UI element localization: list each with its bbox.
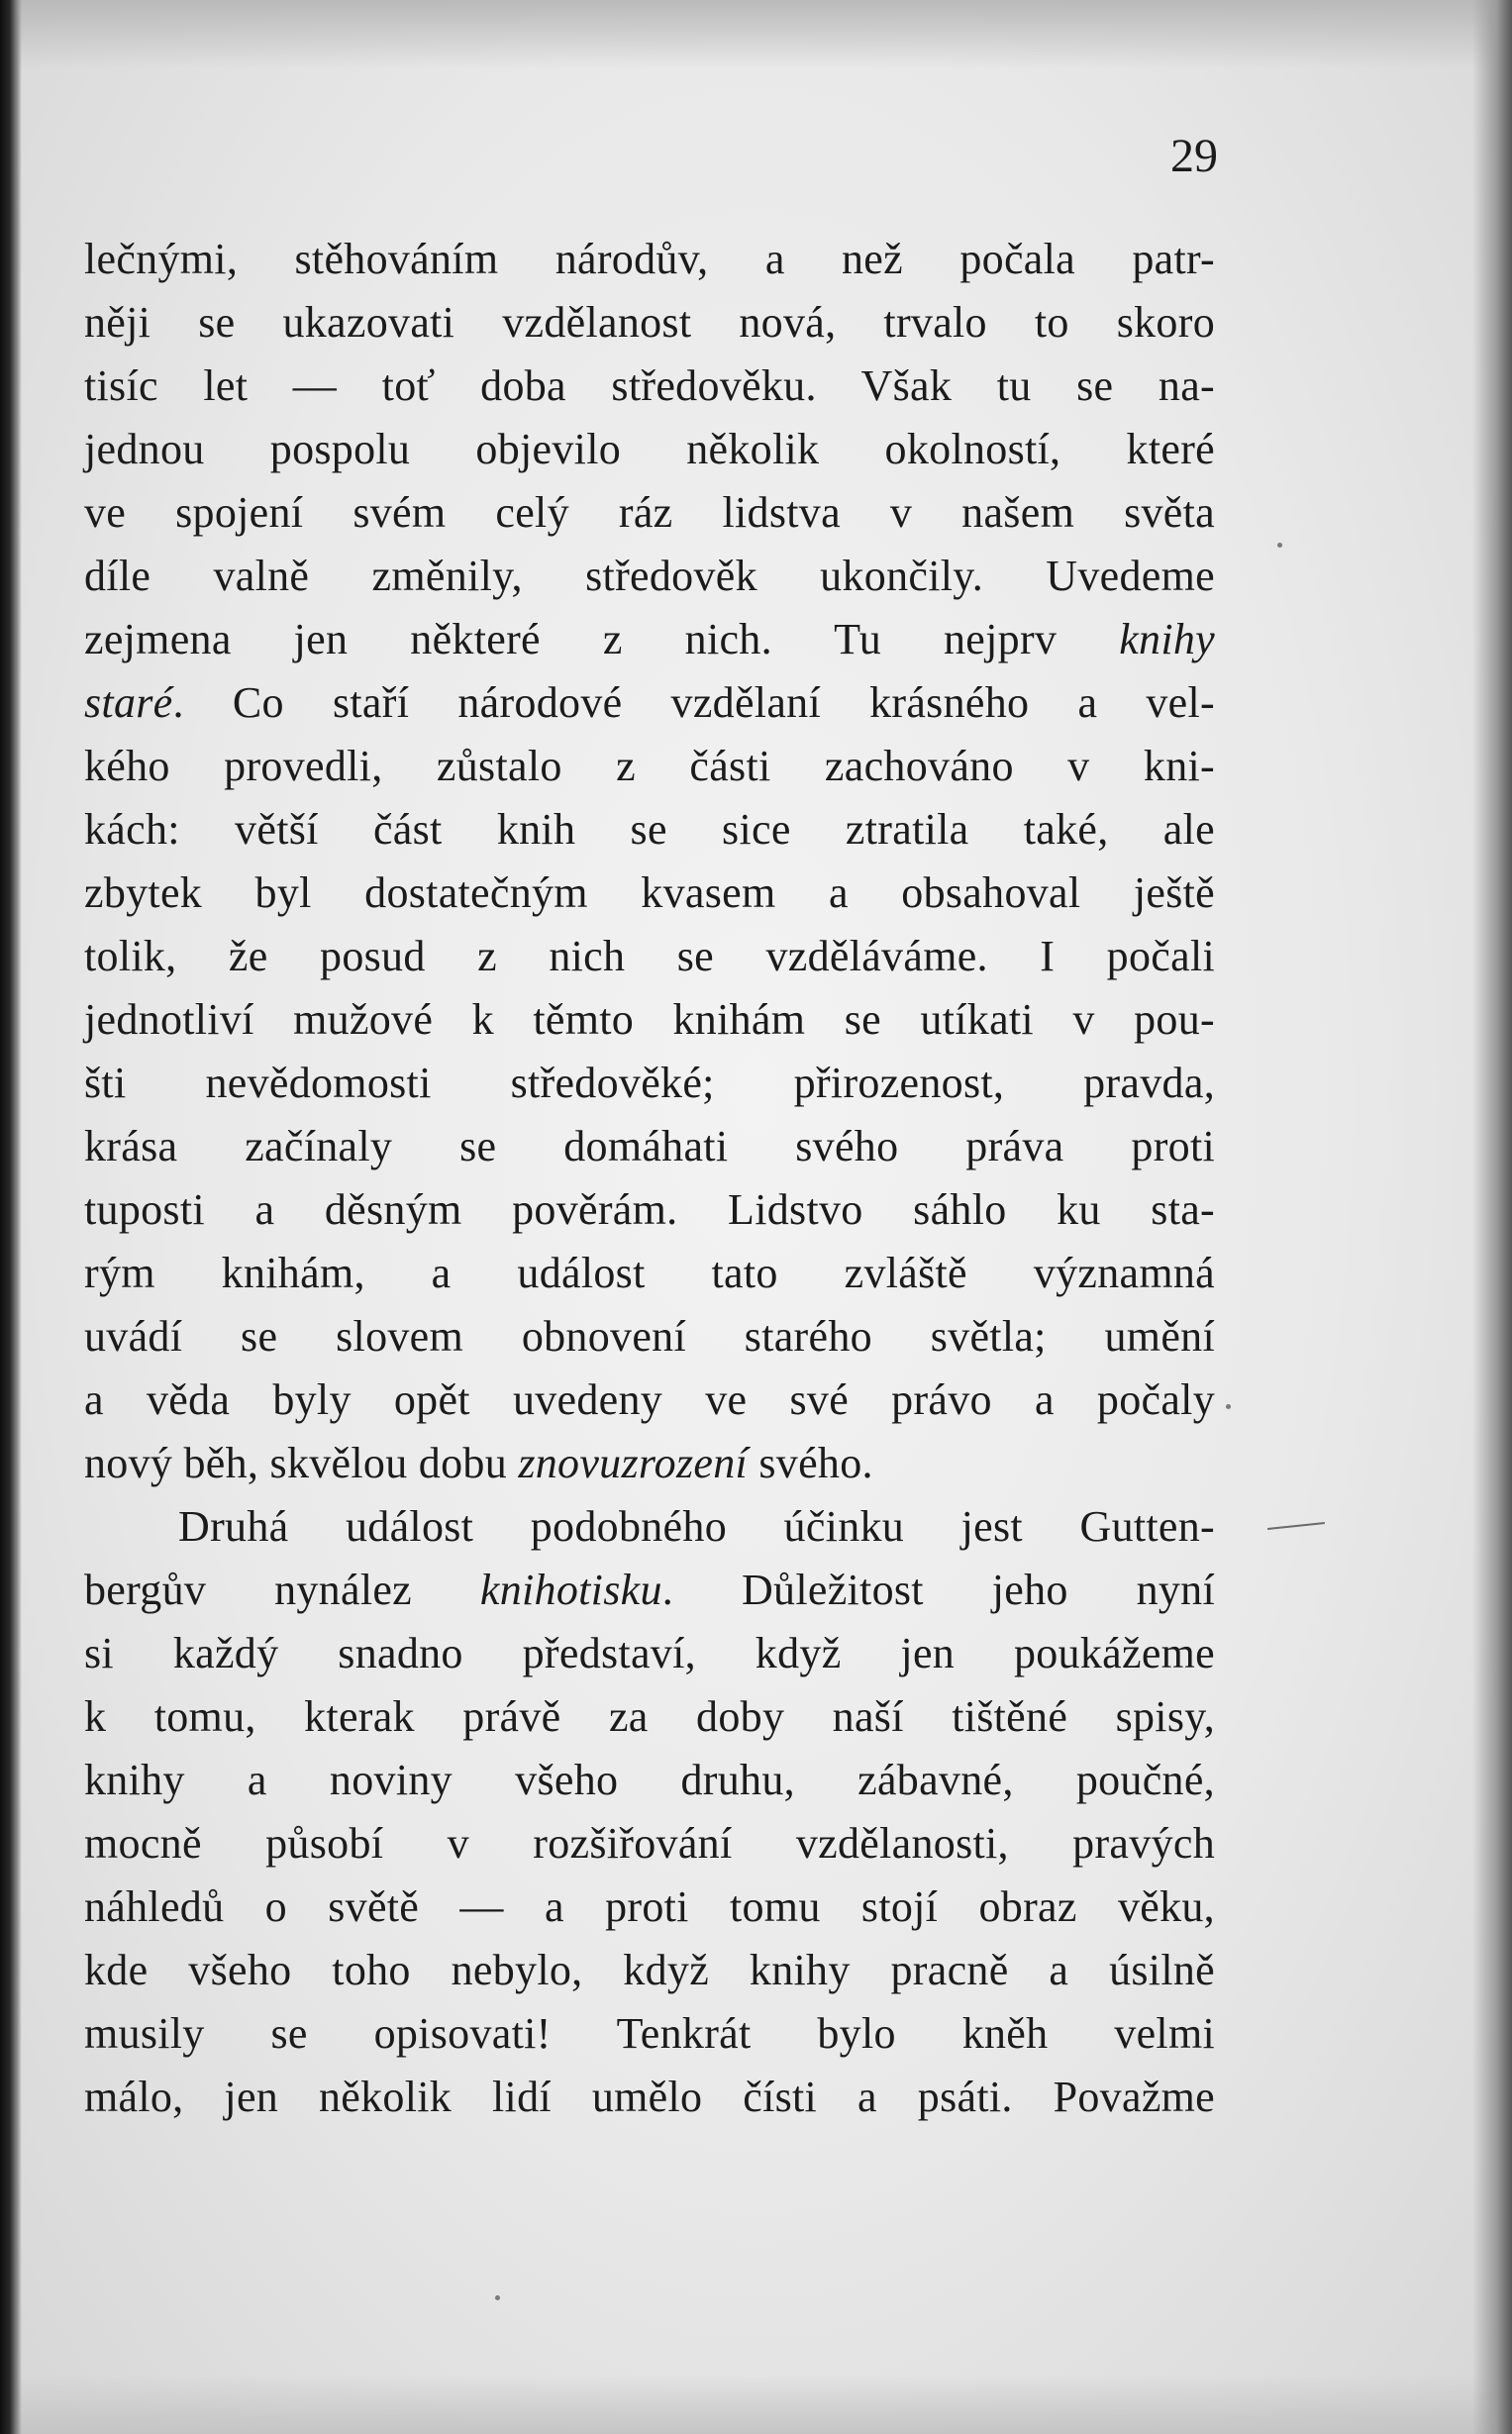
margin-speck [1277, 543, 1282, 548]
page-bottom-shadow [0, 2375, 1512, 2434]
emphasis: knihy [1119, 615, 1215, 663]
text-line: k tomu, kterak právě za doby naší tištěné spisy, [84, 1692, 1215, 1741]
page-right-edge [1472, 0, 1512, 2434]
text-line: mocně působí v rozšiřování vzdělanosti, pravých [84, 1819, 1215, 1868]
text-line: musily se opisovati! Tenkrát bylo kněh velmi [84, 2009, 1215, 2058]
emphasis: knihotisku [479, 1566, 662, 1614]
text-line: nový běh, skvělou dobu znovuzrození svého. [84, 1439, 873, 1487]
margin-speck [495, 2295, 500, 2300]
text-line: šti nevědomosti středověké; přirozenost, pravda, [84, 1059, 1215, 1107]
emphasis: znovuzrození [518, 1439, 749, 1487]
text-line: kého provedli, zůstalo z části zachováno v kni- [84, 742, 1215, 790]
text-line: knihy a noviny všeho druhu, zábavné, poučné, [84, 1756, 1215, 1804]
page-number: 29 [1170, 130, 1218, 182]
text-line: ve spojení svém celý ráz lidstva v našem světa [84, 488, 1215, 537]
text-line: kách: větší část knih se sice ztratila také, ale [84, 805, 1215, 854]
text-line: staré. Co staří národové vzdělaní krásného a vel- [84, 678, 1215, 727]
text-line: bergův nynález knihotisku. Důležitost jeho nyní [84, 1566, 1215, 1614]
text-line: něji se ukazovati vzdělanost nová, trvalo to skoro [84, 298, 1215, 347]
text-line: si každý snadno představí, když jen poukážeme [84, 1629, 1215, 1677]
text-line: a věda byly opět uvedeny ve své právo a počaly [84, 1375, 1215, 1424]
text-line: jednou pospolu objevilo několik okolností, které [84, 425, 1215, 473]
text-line: tolik, že posud z nich se vzděláváme. I počali [84, 932, 1215, 980]
book-spine-edge [0, 0, 22, 2434]
text-line: tisíc let — toť doba středověku. Však tu se na- [84, 361, 1215, 410]
text-line: náhledů o světě — a proti tomu stojí obraz věku, [84, 1882, 1215, 1931]
margin-speck [1226, 1404, 1231, 1409]
emphasis: staré [84, 678, 173, 727]
text-line: tuposti a děsným pověrám. Lidstvo sáhlo ku sta- [84, 1185, 1215, 1234]
margin-pencil-mark [1267, 1522, 1325, 1530]
text-line: zejmena jen některé z nich. Tu nejprv knihy [84, 615, 1215, 663]
text-line: jednotliví mužové k těmto knihám se utíkati v pou- [84, 995, 1215, 1044]
text-line: málo, jen několik lidí umělo čísti a psáti. Považme [84, 2073, 1215, 2121]
text-line: uvádí se slovem obnovení starého světla; umění [84, 1312, 1215, 1361]
text-line: díle valně změnily, středověk ukončily. Uvedeme [84, 552, 1215, 600]
text-line: rým knihám, a událost tato zvláště významná [84, 1249, 1215, 1297]
page-top-shadow [0, 0, 1512, 69]
text-line: lečnými, stěhováním národův, a než počala patr- [84, 235, 1215, 283]
paragraph-first-line: Druhá událost podobného účinku jest Gutten- [178, 1502, 1215, 1551]
text-line: krása začínaly se domáhati svého práva proti [84, 1122, 1215, 1170]
text-line: zbytek byl dostatečným kvasem a obsahoval ještě [84, 868, 1215, 917]
text-line: kde všeho toho nebylo, když knihy pracně a úsilně [84, 1946, 1215, 1994]
